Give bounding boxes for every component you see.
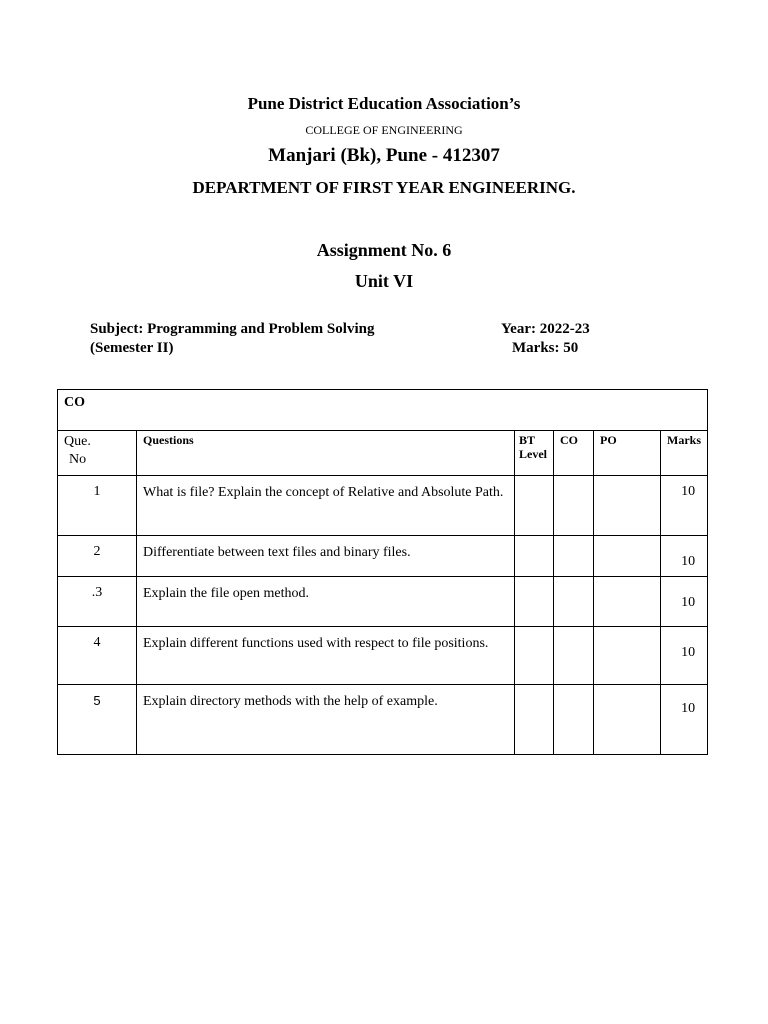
co-cell [554, 627, 594, 685]
question-number: .3 [58, 577, 137, 627]
questions-table [57, 389, 708, 755]
marks-cell: 10 [661, 476, 708, 536]
co-cell [554, 476, 594, 536]
bt-level-cell [515, 536, 554, 577]
questions-header-label: Questions [143, 433, 194, 447]
po-cell [594, 685, 661, 755]
co-cell [554, 536, 594, 577]
question-text: Explain the file open method. [137, 577, 515, 627]
subject-info [90, 320, 374, 358]
bt-level-cell [515, 476, 554, 536]
college-name: COLLEGE OF ENGINEERING [305, 123, 463, 137]
bt-header-line2: Level [519, 447, 547, 461]
table-row [58, 476, 708, 536]
marks-header-label: Marks [667, 433, 701, 447]
total-marks-label: Marks: 50 [512, 340, 579, 356]
question-number: 2 [58, 536, 137, 577]
question-text: What is file? Explain the concept of Relative and Absolute Path. [137, 476, 515, 536]
table-header-row [58, 431, 708, 476]
po-header [594, 431, 661, 476]
semester-label: (Semester II) [90, 340, 174, 356]
co-label: CO [58, 390, 708, 431]
table-row [58, 536, 708, 577]
year-info [501, 320, 590, 358]
bt-level-cell [515, 627, 554, 685]
bt-header-line1: BT [519, 433, 536, 447]
question-number: 1 [58, 476, 137, 536]
marks-cell: 10 [661, 577, 708, 627]
co-header-label: CO [560, 433, 578, 447]
table-row [58, 685, 708, 755]
table-row [58, 577, 708, 627]
co-row [58, 390, 708, 431]
question-text: Explain different functions used with respect to file positions. [137, 627, 515, 685]
question-text: Explain directory methods with the help of example. [137, 685, 515, 755]
bt-level-cell [515, 577, 554, 627]
question-number: 4 [58, 627, 137, 685]
co-cell [554, 577, 594, 627]
questions-header [137, 431, 515, 476]
po-cell [594, 577, 661, 627]
que-no-header [58, 431, 137, 476]
bt-level-header [515, 431, 554, 476]
co-header [554, 431, 594, 476]
bt-level-cell [515, 685, 554, 755]
assignment-title: Assignment No. 6 [316, 240, 452, 260]
marks-cell: 10 [661, 627, 708, 685]
po-cell [594, 627, 661, 685]
subject-label: Subject: Programming and Problem Solving [90, 321, 375, 337]
marks-cell: 10 [661, 536, 708, 577]
co-cell [554, 685, 594, 755]
que-header-line1: Que. [64, 434, 91, 449]
unit-title: Unit VI [354, 271, 414, 291]
table-row [58, 627, 708, 685]
po-cell [594, 476, 661, 536]
po-header-label: PO [600, 433, 617, 447]
question-text: Differentiate between text files and binary files. [137, 536, 515, 577]
association-name: Pune District Education Association’s [247, 94, 521, 113]
department-name: DEPARTMENT OF FIRST YEAR ENGINEERING. [192, 178, 576, 197]
college-address: Manjari (Bk), Pune - 412307 [268, 145, 500, 166]
marks-header [661, 431, 708, 476]
year-label: Year: 2022-23 [501, 321, 590, 337]
question-number: 5 [58, 685, 137, 755]
po-cell [594, 536, 661, 577]
marks-cell: 10 [661, 685, 708, 755]
que-header-line2: No [69, 452, 87, 467]
